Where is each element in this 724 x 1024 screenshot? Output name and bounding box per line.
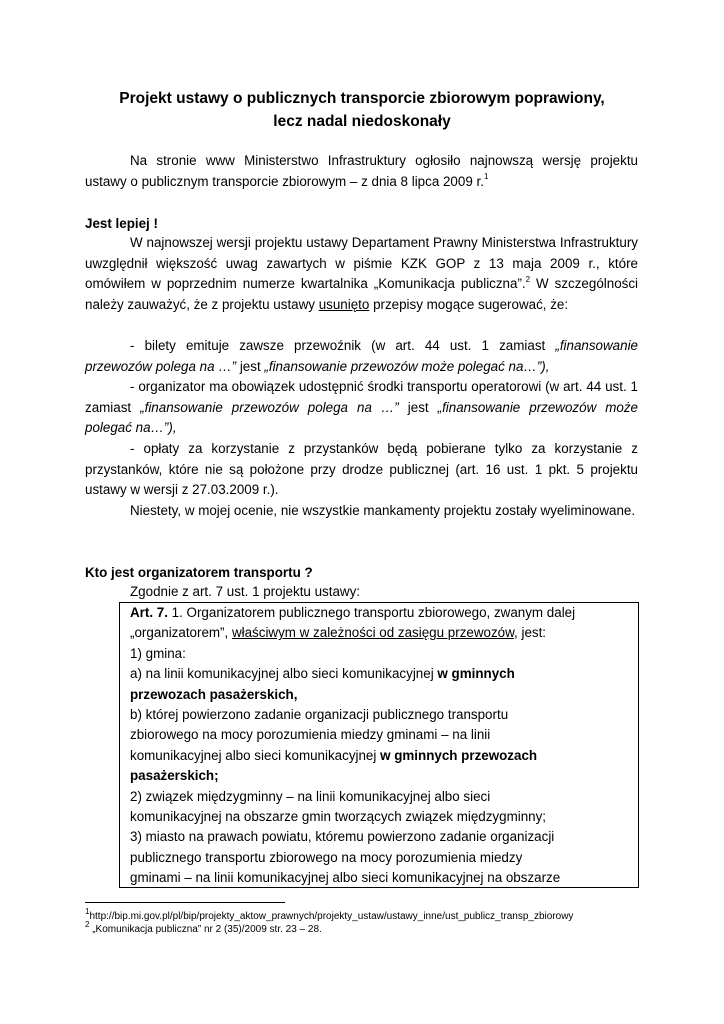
- bullet-1-quote-2: „finansowanie przewozów może polegać na…”),: [264, 358, 550, 374]
- bullet-2-quote-2: „finansowanie przewozów może polegać na…”),: [85, 399, 638, 436]
- article-line-8-bold: w gminnych przewozach: [380, 747, 538, 763]
- article-quote-text: [130, 603, 630, 889]
- bullet-1: [85, 336, 638, 377]
- article-line-4: [130, 664, 630, 684]
- bullet-3-text: - opłaty za korzystanie z przystanków będą pobierane tylko za korzystanie z przystanków, które nie są położone przy drodze publicznej (art. 16 ust. 1 pkt. 5 projektu ustawy w wersji z 27.03.2009 r.).: [85, 441, 638, 498]
- article-line-4-bold: w gminnych: [437, 666, 515, 682]
- article-line-13: publicznego transportu zbiorowego na mocy porozumienia miedzy: [130, 849, 523, 865]
- article-line-1: [130, 603, 630, 623]
- page-title-line-1: Projekt ustawy o publicznych transporcie zbiorowym poprawiony,: [119, 90, 605, 107]
- footnote-2: [85, 919, 322, 936]
- intro-paragraph: [85, 151, 638, 192]
- bullet-2-quote-1: „finansowanie przewozów polega na …”: [140, 399, 399, 415]
- article-line-3: 1) gmina:: [130, 645, 186, 661]
- bullet-2: [85, 377, 638, 439]
- article-line-12: 3) miasto na prawach powiatu, któremu powierzono zadanie organizacji: [130, 829, 555, 845]
- para1-text-a: W najnowszej wersji projektu ustawy Departament Prawny Ministerstwa Infrastruktury uwzględnił większość uwag zawartych w piśmie KZK GOP z 13 maja 2009 r., które omówiłem w poprzednim numerze kwartalnika „Komunikacja publiczna”.: [85, 235, 638, 292]
- bullet-1-joiner: jest: [236, 358, 265, 374]
- article-line-8: [130, 746, 630, 766]
- footnote-2-text: „Komunikacja publiczna” nr 2 (35)/2009 str. 23 – 28.: [89, 924, 322, 935]
- section2-lead: [85, 582, 638, 603]
- article-line-5: [130, 685, 630, 705]
- para1-text-b: W szczególności należy zauważyć, że z projektu ustawy: [85, 276, 639, 312]
- article-line-10: 2) związek międzygminny – na linii komunikacyjnej albo sieci: [130, 788, 491, 804]
- article-line-4-a: a) na linii komunikacyjnej albo sieci komunikacyjnej: [130, 666, 438, 682]
- footnote-ref-1[interactable]: 1: [483, 172, 489, 182]
- article-line-11: komunikacyjnej na obszarze gmin tworzących związek międzygminny;: [130, 809, 547, 825]
- footnote-1: [85, 906, 574, 923]
- section-heading-organizator: Kto jest organizatorem transportu ?: [85, 565, 313, 580]
- footnote-ref-2[interactable]: 2: [525, 274, 531, 284]
- article-line-14: gminami – na linii komunikacyjnej albo sieci komunikacyjnej na obszarze: [130, 870, 561, 886]
- section2-lead-text: Zgodnie z art. 7 ust. 1 projektu ustawy:: [130, 584, 360, 599]
- article-line-7: zbiorowego na mocy porozumienia miedzy gminami – na linii: [130, 727, 491, 743]
- article-line-8-a: komunikacyjnej albo sieci komunikacyjnej: [130, 747, 381, 763]
- intro-text: Na stronie www Ministerstwo Infrastruktury ogłosiło najnowszą wersję projektu ustawy o publicznym transporcie zbiorowym – z dnia 8 lipca 2009 r.: [85, 153, 638, 189]
- footnote-1-number: 1: [85, 906, 90, 916]
- article-line-1-text: 1. Organizatorem publicznego transportu zbiorowego, zwanym dalej: [167, 605, 576, 620]
- footnote-1-link[interactable]: http://bip.mi.gov.pl/pl/bip/projekty_aktow_prawnych/projekty_ustaw/ustawy_inne/ust_publicz_transp_zbiorowy: [89, 911, 574, 922]
- para1-text-c: przepisy mogące sugerować, że:: [369, 296, 569, 312]
- section1-paragraph: [85, 233, 638, 315]
- bullet-2-joiner: jest: [398, 399, 438, 415]
- closing-paragraph: [85, 501, 638, 522]
- article-line-9-bold: pasażerskich;: [130, 768, 219, 784]
- article-line-5-bold: przewozach pasażerskich,: [130, 686, 298, 702]
- article-label: Art. 7.: [130, 605, 168, 620]
- bullet-3: [85, 439, 638, 501]
- article-line-6: b) której powierzono zadanie organizacji publicznego transportu: [130, 707, 509, 723]
- page-title-line-2: lecz nadal niedoskonały: [273, 113, 451, 130]
- article-line-2-underlined: właściwym w zależności od zasięgu przewozów: [231, 625, 515, 641]
- section-heading-jest-lepiej: Jest lepiej !: [85, 216, 158, 231]
- article-line-2: [130, 623, 630, 643]
- footnote-divider: [85, 902, 285, 903]
- article-line-2-a: „organizatorem”,: [130, 625, 232, 641]
- bullet-1-text: - bilety emituje zawsze przewoźnik (w art. 44 ust. 1 zamiast: [130, 338, 556, 353]
- bullet-2-text: - organizator ma obowiązek udostępnić środki transportu operatorowi (w art. 44 ust. 1 zamiast: [85, 379, 638, 415]
- article-line-9: [130, 766, 630, 786]
- para1-underlined: usunięto: [318, 296, 370, 312]
- footnote-2-number: 2: [85, 919, 90, 929]
- bullet-1-quote-1: „finansowanie przewozów polega na …”: [85, 338, 638, 374]
- closing-text: Niestety, w mojej ocenie, nie wszystkie mankamenty projektu zostały wyeliminowane.: [130, 503, 636, 518]
- article-line-2-b: , jest:: [514, 625, 547, 641]
